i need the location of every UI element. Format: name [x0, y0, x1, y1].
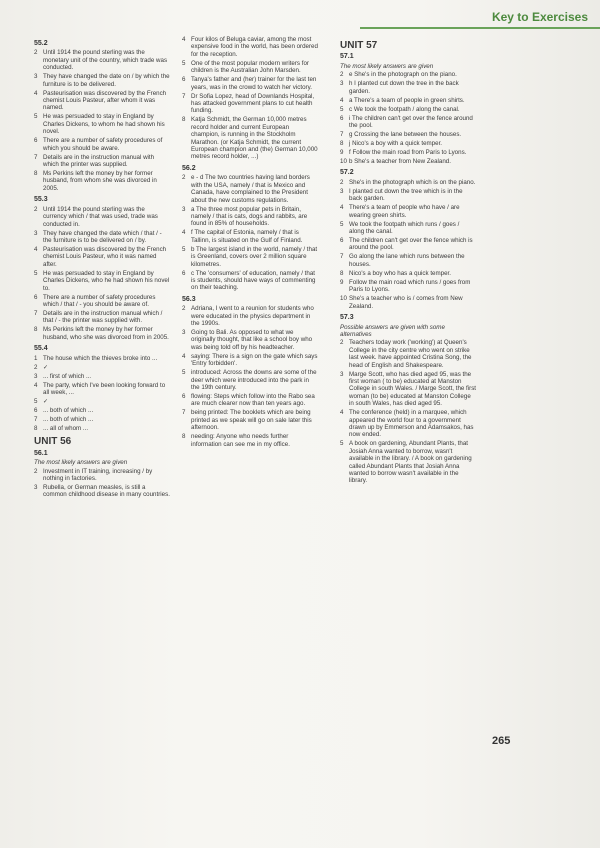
item-number: 6 [34, 293, 38, 301]
item-number: 9 [340, 149, 344, 157]
item-number: 2 [340, 178, 344, 186]
answer-item [34, 294, 170, 309]
answer-item [340, 270, 476, 277]
answer-item [340, 440, 476, 484]
item-number: 10 [340, 158, 347, 166]
item-number: 2 [34, 205, 38, 213]
answer-item [182, 206, 318, 228]
item-number: 6 [182, 76, 186, 84]
answer-item [182, 409, 318, 431]
item-text: They have changed the date which / that / - the furniture is to be delivered on / by. [43, 229, 162, 244]
item-number: 4 [182, 36, 186, 43]
item-number: 5 [182, 369, 186, 377]
item-number: 2 [340, 71, 344, 79]
item-text: Pasteurisation was discovered by the French chemist Louis Pasteur, who it was named after. [43, 245, 167, 268]
item-text: ... both of which ... [43, 406, 94, 414]
exercise-number: 55.4 [34, 345, 48, 353]
answer-item [34, 170, 170, 192]
item-number: 8 [182, 116, 186, 124]
item-number: 5 [34, 397, 38, 405]
item-number: 2 [340, 339, 344, 347]
column-2 [182, 36, 318, 450]
answer-item [34, 364, 170, 371]
item-number: 3 [340, 80, 344, 88]
answer-item [340, 295, 476, 310]
answer-item [34, 206, 170, 228]
item-text: Go along the lane which runs between the houses. [349, 253, 465, 268]
item-text: g Crossing the lane between the houses. [349, 131, 462, 139]
item-text: There's a team of people who have / are wearing green shirts. [349, 204, 460, 219]
item-number: 5 [34, 113, 38, 121]
item-number: 6 [182, 269, 186, 277]
item-text: Details are in the instruction manual which / that / - the printer was supplied with. [43, 309, 163, 325]
item-number: 3 [34, 484, 38, 491]
item-number: 4 [34, 89, 38, 97]
item-text: There are a number of safety procedures of which you should be aware. [43, 137, 163, 152]
item-text: ✓ [43, 363, 49, 371]
answer-item [182, 246, 318, 268]
item-text: ... both of which ... [43, 415, 94, 423]
item-number: 7 [182, 92, 186, 100]
item-text: h I planted cut down the tree in the back garden. [349, 80, 459, 95]
answer-item [340, 221, 476, 236]
item-number: 2 [34, 49, 38, 57]
page-header [360, 0, 600, 30]
answer-item [340, 237, 476, 252]
item-text: She's a teacher who is / comes from New Zealand. [349, 295, 463, 310]
answer-item [182, 369, 318, 391]
item-number: 2 [34, 467, 38, 475]
item-number: 4 [340, 204, 344, 212]
answer-item [340, 253, 476, 268]
answer-item [34, 468, 170, 483]
answer-item [34, 270, 170, 292]
answer-item [182, 433, 318, 448]
exercise-number: 57.3 [340, 314, 354, 322]
answer-item [182, 393, 318, 408]
answer-item [340, 140, 476, 147]
answer-item [340, 97, 476, 104]
item-text: b She's a teacher from New Zealand. [349, 158, 451, 166]
column-1 [34, 36, 170, 500]
item-text: Adriana, I went to a reunion for students who were educated in the physics department in the 1990s. [191, 305, 314, 327]
item-number: 7 [34, 415, 38, 423]
item-text: introduced: Across the downs are some of the deer which were introduced into the park in the 19th century. [191, 369, 317, 391]
item-text: The children can't get over the fence which is around the pool. [349, 237, 473, 252]
item-text: The conference (held) in a marquee, which appeared the world four to a government drawn up by Emmerson and Adamsakos, has now ended. [349, 409, 474, 439]
answer-item [182, 36, 318, 58]
item-text: They have changed the date on / by which the furniture is to be delivered. [43, 73, 170, 88]
item-number: 5 [340, 105, 344, 113]
answer-item [182, 329, 318, 351]
item-number: 5 [340, 220, 344, 228]
item-text: f The capital of Estonia, namely / that is Tallinn, is situated on the Gulf of Finland. [191, 229, 303, 244]
item-text: Until 1914 the pound sterling was the currency which / that was used, trade was conducted in. [43, 205, 158, 228]
answer-item [34, 73, 170, 88]
item-number: 7 [34, 309, 38, 317]
item-number: 8 [340, 269, 344, 277]
item-text: Nico's a boy who has a quick temper. [349, 269, 451, 277]
answer-item [34, 407, 170, 414]
item-number: 3 [34, 229, 38, 237]
item-number: 3 [182, 328, 186, 336]
answer-item [34, 90, 170, 112]
item-text: Teachers today work ('working') at Queen's College in the city centre who went on strike last week. have appointed Cristina Song, the head of English and Shakespeare. [349, 339, 472, 369]
item-text: He was persuaded to stay in England by Charles Dickens, who he had shown his novel to. [43, 269, 170, 292]
item-number: 3 [34, 73, 38, 81]
unit-heading: UNIT 57 [340, 40, 378, 51]
item-number: 9 [340, 278, 344, 286]
item-number: 3 [340, 370, 344, 378]
answer-item [34, 425, 170, 432]
answer-item [182, 76, 318, 91]
answer-item [340, 106, 476, 113]
answer-item [340, 339, 476, 369]
column-3 [340, 36, 476, 486]
answer-item [340, 71, 476, 78]
answer-item [34, 113, 170, 135]
answer-item [34, 382, 170, 397]
exercise-number: 55.2 [34, 40, 48, 47]
item-text: Follow the main road which runs / goes from Paris to Lyons. [349, 278, 471, 294]
item-number: 6 [340, 114, 344, 122]
item-text: c We took the footpath / along the canal. [349, 105, 460, 113]
answer-item [34, 246, 170, 268]
item-text: ... first of which ... [43, 372, 92, 380]
answer-item [340, 149, 476, 156]
item-text: Four kilos of Beluga caviar, among the most expensive food in the world, has been ordered for the reception. [191, 36, 318, 58]
exercise-number: 56.3 [182, 295, 196, 303]
item-text: We took the footpath which runs / goes / along the canal. [349, 220, 460, 236]
unit-heading: UNIT 56 [34, 436, 72, 448]
item-number: 8 [34, 424, 38, 432]
instruction-note: The most likely answers are given [340, 62, 434, 70]
item-number: 10 [340, 295, 347, 303]
answer-item [182, 174, 318, 204]
item-text: ✓ [43, 397, 49, 405]
item-text: being printed: The booklets which are being printed as we speak will go on sale later this afternoon. [191, 409, 312, 432]
item-number: 6 [182, 393, 186, 400]
answer-item [34, 49, 170, 71]
item-text: flowing: Steps which follow into the Rabo sea are much clearer now than ten years ago. [191, 393, 315, 408]
answer-item [34, 326, 170, 341]
exercise-number: 55.3 [34, 196, 48, 204]
item-text: Going to Bali. As opposed to what we originally thought, that like a school boy who was being told off by his headteacher. [191, 328, 313, 351]
instruction-note: The most likely answers are given [34, 459, 128, 467]
answer-item [34, 310, 170, 325]
item-text: Details are in the instruction manual with which the printer was supplied. [43, 153, 155, 169]
item-text: There are a number of safety procedures which / that / - you should be aware of. [43, 293, 156, 308]
answer-item [34, 137, 170, 152]
answer-item [340, 409, 476, 439]
item-number: 2 [34, 363, 38, 371]
answer-item [34, 355, 170, 362]
answer-item [182, 305, 318, 327]
item-text: needing: Anyone who needs further information can see me in my office. [191, 433, 290, 448]
item-text: Tanya's father and (her) trainer for the last ten years, was in the crowd to watch her victory. [191, 76, 317, 91]
item-text: Until 1914 the pound sterling was the monetary unit of the country, which trade was conducted. [43, 49, 168, 72]
item-text: Ms Perkins left the money by her former husband, who she was divorced from in 2005. [43, 326, 169, 341]
item-number: 6 [34, 137, 38, 145]
answer-item [34, 154, 170, 169]
item-number: 3 [340, 187, 344, 195]
item-text: f Follow the main road from Paris to Lyons. [349, 149, 467, 157]
instruction-note: Possible answers are given with some alternatives [340, 323, 445, 338]
answer-item [182, 353, 318, 368]
item-number: 2 [182, 174, 186, 182]
answer-item [340, 80, 476, 95]
answer-item [34, 398, 170, 405]
item-text: ... all of whom ... [43, 424, 89, 432]
answer-item [34, 416, 170, 423]
item-number: 3 [34, 372, 38, 380]
item-number: 6 [34, 406, 38, 414]
item-text: I planted cut down the tree which is in the back garden. [349, 187, 463, 203]
item-number: 8 [340, 140, 344, 148]
item-number: 4 [182, 352, 186, 360]
item-text: b The largest island in the world, namely / that is Greenland, covers over 2 million square kilometres. [191, 245, 318, 268]
answer-item [340, 279, 476, 294]
item-text: Katja Schmidt, the German 10,000 metres record holder and current European champion, is running in the Stockholm Marathon. (or Katja Schmidt, the current European champion and (the) German 10,000 metres record holder, ...) [191, 116, 318, 161]
item-text: Pasteurisation was discovered by the French chemist Louis Pasteur, after whom it was named. [43, 89, 167, 112]
item-text: The house which the thieves broke into ... [43, 354, 158, 362]
page-number: 265 [492, 735, 511, 747]
item-number: 8 [34, 170, 38, 178]
answer-item [182, 270, 318, 292]
answer-item [182, 60, 318, 75]
item-number: 4 [340, 409, 344, 417]
item-text: He was persuaded to stay in England by Charles Dickens, to whom he had shown his novel. [43, 113, 165, 136]
item-number: 4 [34, 245, 38, 253]
item-text: Rubella, or German measles, is still a common childhood disease in many countries. [43, 484, 170, 499]
item-text: e - d The two countries having land borders with the USA, namely / that is Mexico and Canada, have complained to the President about the new customs regulations. [191, 174, 310, 204]
answer-item [182, 229, 318, 244]
answer-item [340, 158, 476, 165]
item-number: 5 [34, 269, 38, 277]
exercise-number: 57.1 [340, 53, 354, 61]
item-text: A book on gardening, Abundant Plants, that Josiah Anna wanted to borrow, wasn't available in the library. / A book on gardening called Abundant Plants that Josiah Anna wanted to borrow wasn't available in the library. [349, 440, 472, 485]
answer-item [182, 116, 318, 160]
item-number: 7 [340, 253, 344, 261]
item-text: The party, which I've been looking forward to all week, ... [43, 381, 166, 396]
item-number: 3 [182, 205, 186, 213]
item-number: 5 [182, 245, 186, 253]
item-text: j Nico's a boy with a quick temper. [349, 140, 443, 148]
answer-item [340, 115, 476, 130]
item-text: Ms Perkins left the money by her former husband, from whom she was divorced in 2005. [43, 170, 157, 192]
item-text: e She's in the photograph on the piano. [349, 71, 457, 79]
exercise-number: 56.2 [182, 164, 196, 172]
answer-item [340, 179, 476, 186]
item-number: 4 [340, 96, 344, 104]
item-number: 2 [182, 305, 186, 313]
answer-item [34, 484, 170, 499]
answer-item [34, 230, 170, 245]
item-number: 5 [182, 59, 186, 67]
header-title: Key to Exercises [491, 10, 588, 24]
item-text: c The 'consumers' of education, namely / that is students, should have ways of commenting on their teaching. [191, 269, 316, 292]
item-number: 5 [340, 440, 344, 448]
answer-item [340, 371, 476, 408]
item-number: 1 [34, 354, 38, 362]
item-number: 8 [34, 326, 38, 334]
item-text: a There's a team of people in green shirts. [349, 96, 465, 104]
item-text: One of the most popular modern writers for children is the Australian John Marsden. [191, 59, 309, 75]
item-number: 4 [34, 381, 38, 389]
item-number: 6 [340, 237, 344, 245]
answer-item [340, 188, 476, 203]
item-number: 4 [182, 229, 186, 237]
item-text: saying: There is a sign on the gate which says 'Entry forbidden'. [191, 352, 318, 368]
item-number: 7 [182, 409, 186, 417]
item-text: i The children can't get over the fence around the pool. [349, 114, 473, 130]
answer-item [340, 204, 476, 219]
item-text: Dr Sofia Lopez, head of Downlands Hospital, has attacked government plans to cut health funding. [191, 92, 315, 115]
answer-item [340, 131, 476, 138]
exercise-number: 57.2 [340, 169, 354, 177]
item-text: Investment in IT training, increasing / by nothing in factories. [43, 467, 153, 482]
item-text: a The three most popular pets in Britain, namely / that is cats, dogs and rabbits, are found in 85% of households. [191, 205, 308, 228]
exercise-number: 56.1 [34, 449, 48, 457]
header-rule [360, 27, 600, 29]
item-text: Marge Scott, who has died aged 95, was the first woman ( to be) educated at Manston College in south Wales. / Marge Scott, the first woman (to be) educated at Manston College in south Wales, has died aged 95. [349, 370, 477, 408]
item-text: She's in the photograph which is on the piano. [349, 178, 476, 186]
item-number: 7 [34, 153, 38, 161]
answer-item [34, 373, 170, 380]
item-number: 8 [182, 433, 186, 441]
item-number: 7 [340, 131, 344, 139]
answer-item [182, 93, 318, 115]
